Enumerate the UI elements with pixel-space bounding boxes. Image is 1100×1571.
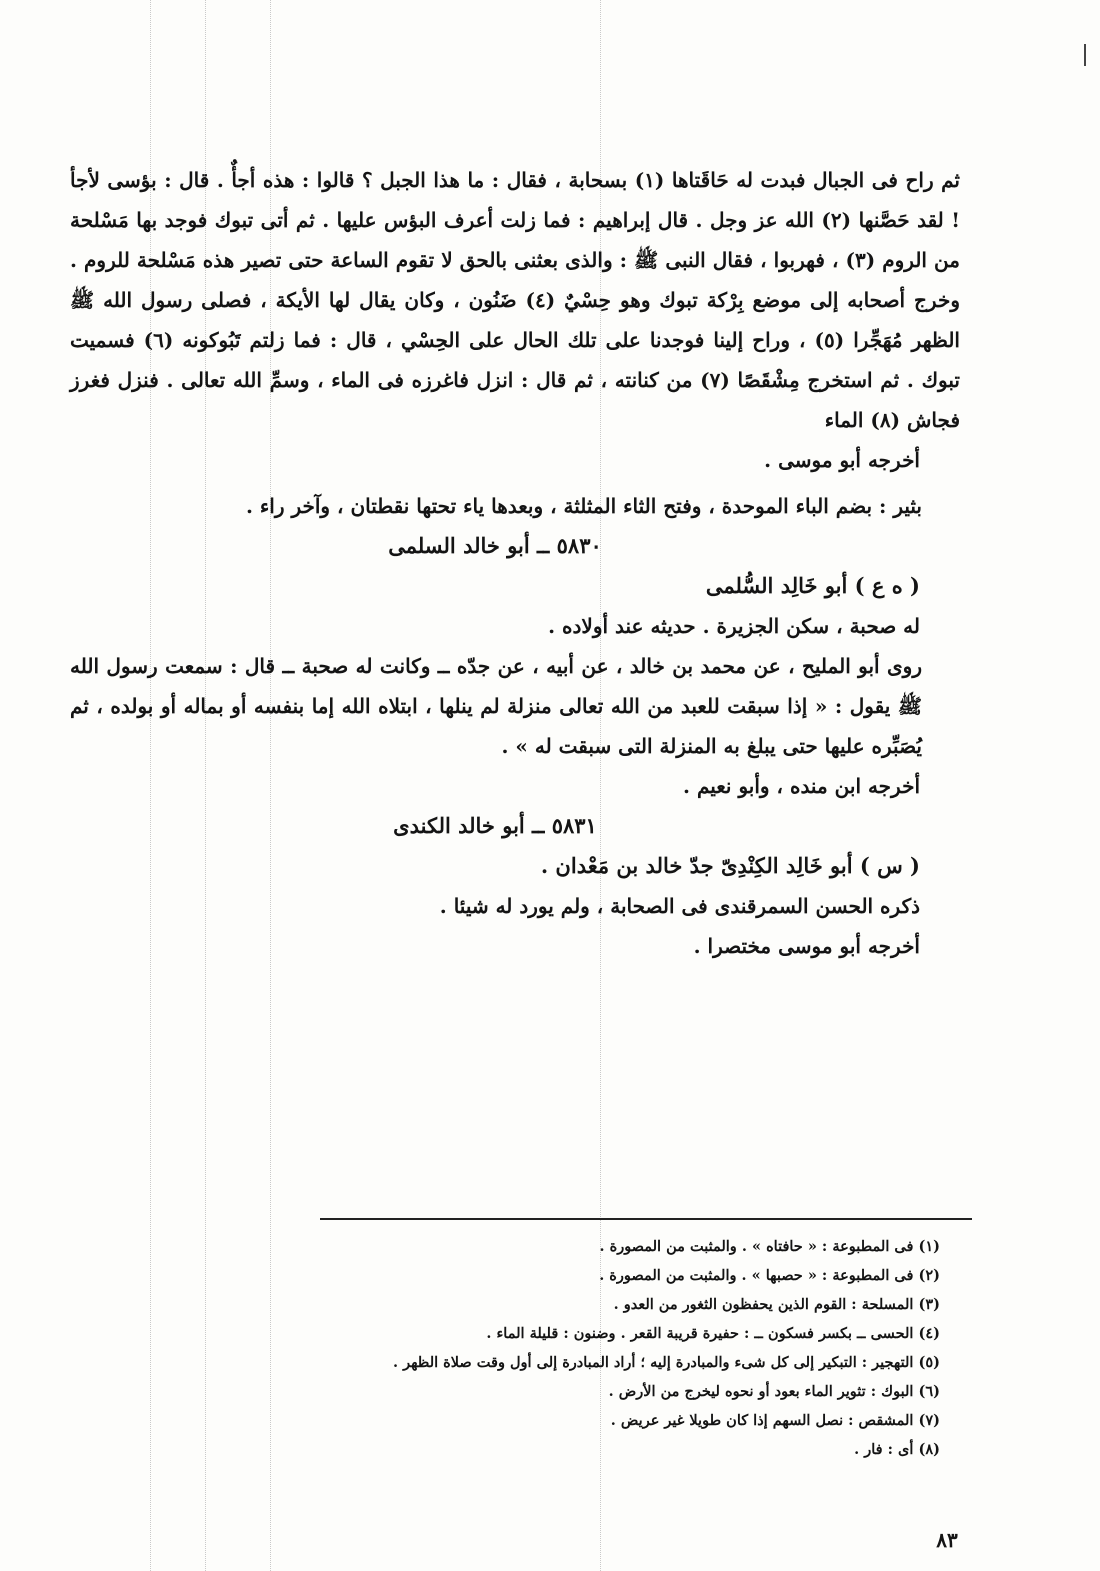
hadith-paragraph: روى أبو المليح ، عن محمد بن خالد ، عن أبيه ، عن جدّه ــ وكانت له صحبة ــ قال : سمعت رسول الله ﷺ يقول : « إذا سبقت للعبد من الله تعالى منزلة لم ينلها ، ابتلاه الله إما بنفسه أو بماله أو بولده ، ثم يُصَبِّره عليها حتى يبلغ به المنزلة التى سبقت له » . bbox=[70, 654, 922, 758]
footnotes bbox=[260, 1232, 940, 1464]
footnote: (٨) أى : فار . bbox=[854, 1441, 940, 1458]
footnote: (٥) التهجير : التبكير إلى كل شىء والمبادرة إليه ؛ أراد المبادرة إلى أول وقت صلاة الظهر . bbox=[393, 1354, 940, 1371]
footnote: (٤) الحسى ــ بكسر فسكون ــ : حفيرة قريبة القعر . وضنون : قليلة الماء . bbox=[486, 1325, 940, 1342]
page-number: ٨٣ bbox=[936, 1528, 958, 1552]
entry-name: ( ه ع ) أبو خَالِد السُّلمى bbox=[705, 573, 920, 598]
source-note: أخرجه ابن منده ، وأبو نعيم . bbox=[683, 774, 920, 798]
footnote: (١) فى المطبوعة : « حافتاه » . والمثبت من المصورة . bbox=[599, 1238, 940, 1255]
footnote: (٦) البوك : تثوير الماء بعود أو نحوه ليخرج من الأرض . bbox=[608, 1383, 940, 1400]
source-note: أخرجه أبو موسى مختصرا . bbox=[693, 934, 920, 958]
entry-heading: ٥٨٣٠ ــ أبو خالد السلمى bbox=[388, 533, 602, 558]
footnote: (٧) المشقص : نصل السهم إذا كان طويلا غير عريض . bbox=[610, 1412, 940, 1429]
paragraph-1: ثم راح فى الجبال فبدت له حَاقَتاها (١) بسحابة ، فقال : ما هذا الجبل ؟ قالوا : هذه أجأٌ . قال : بؤسى لأجأ ! لقد حَصَّنها (٢) الله عز وجل . قال إبراهيم : فما زلت أعرف البؤس عليها . ثم أتى تبوك فوجد بها مَسْلحة من الروم (٣) ، فهربوا ، فقال النبى ﷺ : والذى بعثنى بالحق لا تقوم الساعة حتى تصير هذه مَسْلحة للروم . وخرج أصحابه إلى موضع بِرْكة تبوك وهو حِسْيٌ (٤) ضَنُون ، وكان يقال لها الأيكة ، فصلى رسول الله ﷺ الظهر مُهَجِّرا (٥) ، وراح إلينا فوجدنا على تلك الحال على الحِسْي ، قال : فما زلتم تَبُوكونه (٦) فسميت تبوك . ثم استخرج مِشْقَصًا (٧) من كنانته ، ثم قال : انزل فاغرزه فى الماء ، وسمِّ الله تعالى . فنزل فغرز فجاش (٨) الماء bbox=[70, 168, 960, 432]
footnote-divider bbox=[320, 1218, 972, 1220]
scan-edge-mark bbox=[1084, 44, 1086, 66]
entry-description: له صحبة ، سكن الجزيرة . حديثه عند أولاده . bbox=[548, 614, 920, 638]
footnote: (٣) المسلحة : القوم الذين يحفظون الثغور من العدو . bbox=[613, 1296, 940, 1313]
source-note: أخرجه أبو موسى . bbox=[764, 448, 920, 472]
main-text bbox=[70, 160, 960, 966]
footnote: (٢) فى المطبوعة : « حصبها » . والمثبت من المصورة . bbox=[599, 1267, 940, 1284]
pronunciation-note: بثير : بضم الباء الموحدة ، وفتح الثاء المثلثة ، وبعدها ياء تحتها نقطتان ، وآخر راء . bbox=[245, 494, 922, 518]
entry-name: ( س ) أبو خَالِد الكِنْدِىّ جدّ خالد بن مَعْدان . bbox=[540, 853, 920, 878]
entry-heading: ٥٨٣١ ــ أبو خالد الكندى bbox=[393, 813, 597, 838]
entry-description: ذكره الحسن السمرقندى فى الصحابة ، ولم يورد له شيئا . bbox=[439, 894, 920, 918]
